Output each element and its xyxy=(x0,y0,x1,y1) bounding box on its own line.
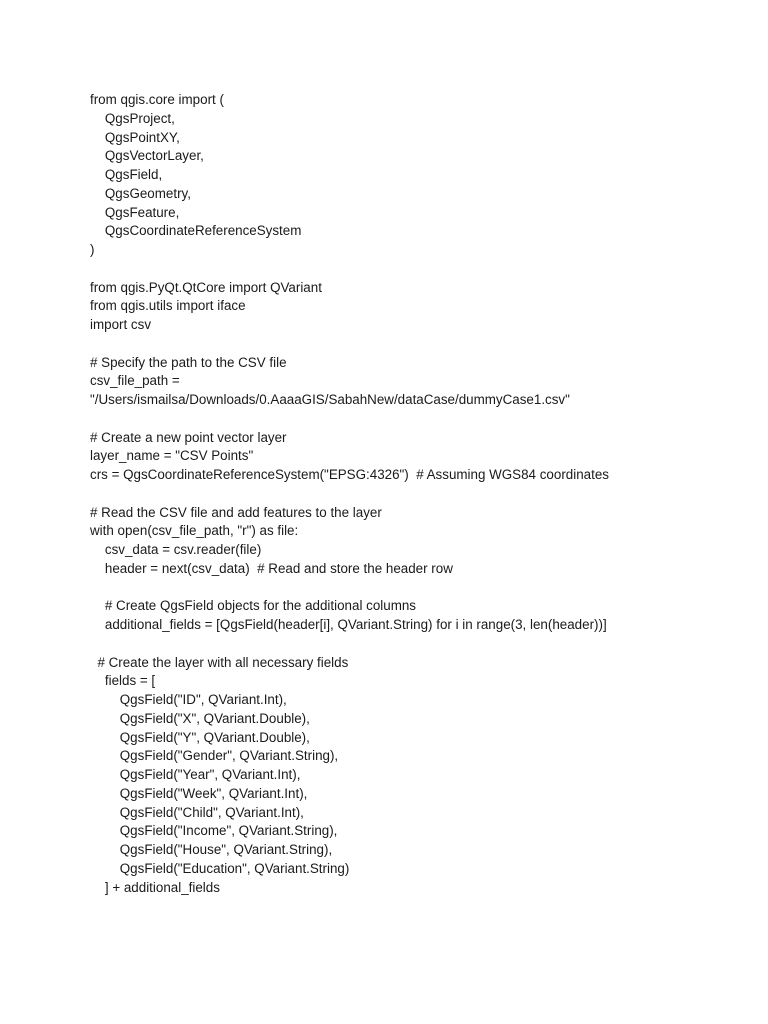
code-line xyxy=(90,579,750,598)
code-line: QgsPointXY, xyxy=(90,129,180,145)
code-line: QgsField("House", QVariant.String), xyxy=(90,842,333,857)
code-line: layer_name = "CSV Points" xyxy=(90,448,254,464)
code-line: # Create the layer with all necessary fields xyxy=(90,654,349,670)
code-line: csv_data = csv.reader(file) xyxy=(90,542,262,557)
code-line: QgsFeature, xyxy=(90,204,180,220)
code-line: import csv xyxy=(90,317,152,332)
code-line: from qgis.core import ( xyxy=(90,92,224,107)
code-line: QgsField("Income", QVariant.String), xyxy=(90,823,338,839)
code-line: QgsCoordinateReferenceSystem xyxy=(90,223,302,239)
code-line: # Read the CSV file and add features to the layer xyxy=(90,504,382,520)
code-line: "/Users/ismailsa/Downloads/0.AaaaGIS/SabahNew/dataCase/dummyCase1.csv" xyxy=(90,392,570,407)
code-line: from qgis.PyQt.QtCore import QVariant xyxy=(90,279,322,295)
code-line: QgsField("Education", QVariant.String) xyxy=(90,860,350,876)
code-line: additional_fields = [QgsField(header[i], QVariant.String) for i in range(3, len(header))] xyxy=(90,617,607,632)
code-line: QgsField("Year", QVariant.Int), xyxy=(90,767,301,782)
code-line: QgsField, xyxy=(90,167,163,182)
code-line: ) xyxy=(90,242,95,257)
code-line: # Create a new point vector layer xyxy=(90,429,287,445)
code-line: fields = [ xyxy=(90,673,156,689)
code-line: QgsField("Child", QVariant.Int), xyxy=(90,804,304,820)
code-line: from qgis.utils import iface xyxy=(90,298,246,314)
code-line: crs = QgsCoordinateReferenceSystem("EPSG:4326") # Assuming WGS84 coordinates xyxy=(90,467,609,482)
code-line: QgsGeometry, xyxy=(90,185,191,201)
code-line: # Create QgsField objects for the additional columns xyxy=(90,598,417,614)
code-line: csv_file_path = xyxy=(90,373,180,389)
code-line: # Specify the path to the CSV file xyxy=(90,354,287,370)
code-line: QgsField("Gender", QVariant.String), xyxy=(90,748,339,764)
code-line: ] + additional_fields xyxy=(90,879,220,895)
code-line: QgsField("X", QVariant.Double), xyxy=(90,710,310,726)
code-line: QgsField("Y", QVariant.Double), xyxy=(90,729,310,745)
code-line: header = next(csv_data) # Read and store the header row xyxy=(90,560,453,576)
code-line xyxy=(90,485,750,504)
code-block xyxy=(90,91,750,897)
code-line: QgsProject, xyxy=(90,110,175,126)
code-line xyxy=(90,635,750,654)
code-line: QgsField("Week", QVariant.Int), xyxy=(90,785,308,801)
code-line xyxy=(90,260,750,279)
code-line: QgsVectorLayer, xyxy=(90,148,204,164)
code-line: QgsField("ID", QVariant.Int), xyxy=(90,692,287,707)
code-line xyxy=(90,410,750,429)
code-line: with open(csv_file_path, "r") as file: xyxy=(90,523,299,539)
code-line xyxy=(90,335,750,354)
